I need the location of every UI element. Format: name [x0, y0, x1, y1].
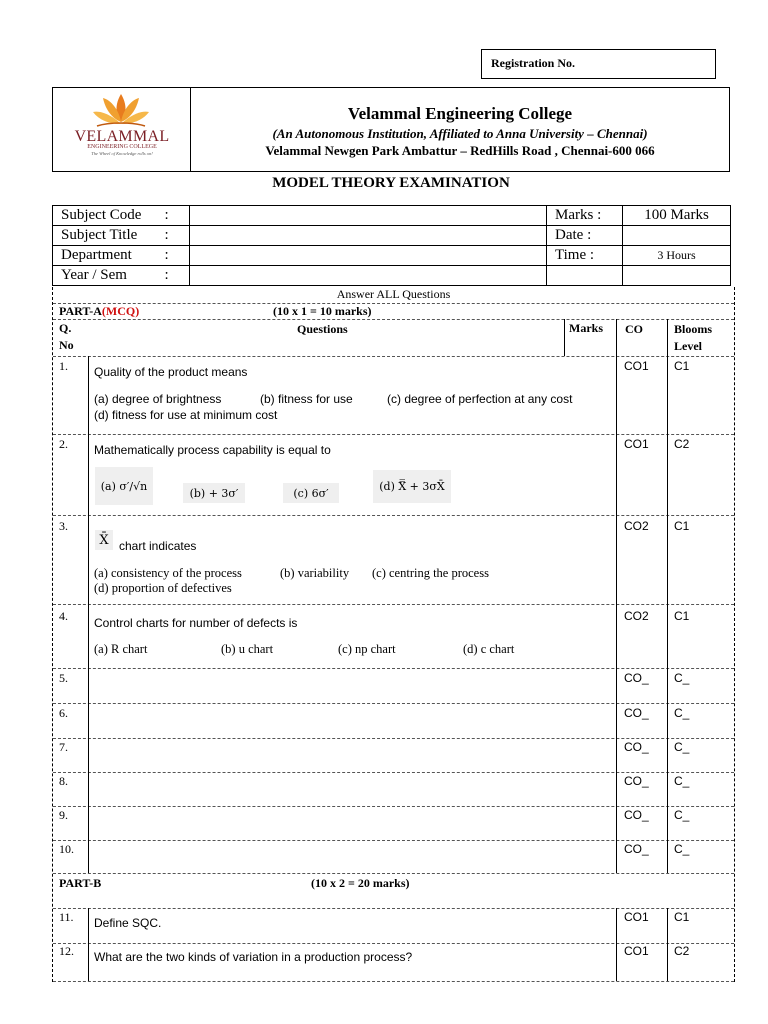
- q4-option-a: (a) R chart: [94, 642, 148, 656]
- subject-title-label: Subject Title: [53, 226, 165, 246]
- q2-option-d-figure: (d) X̿ + 3σX̄: [373, 470, 451, 503]
- q7-co: CO_: [624, 740, 649, 754]
- part-a-marks: (10 x 1 = 10 marks): [273, 304, 372, 318]
- colon: :: [165, 226, 190, 246]
- col-marks: Marks: [569, 321, 603, 335]
- part-a-mcq: (MCQ): [101, 304, 140, 318]
- q4-option-c: (c) np chart: [338, 642, 396, 656]
- marks-label: Marks :: [547, 206, 623, 226]
- q3-number: 3.: [59, 519, 68, 533]
- q5-blooms: C_: [674, 671, 690, 685]
- exam-title: MODEL THEORY EXAMINATION: [272, 175, 510, 191]
- col-questions: Questions: [297, 322, 348, 336]
- exam-info-table: [52, 205, 731, 286]
- col-level: Level: [674, 339, 702, 353]
- subject-code-field: [190, 206, 547, 226]
- q1-option-d: (d) fitness for use at minimum cost: [94, 408, 278, 422]
- q12-blooms: C2: [674, 944, 690, 958]
- q12-number: 12.: [59, 944, 74, 958]
- q3-text: chart indicates: [119, 539, 197, 553]
- x-bar-symbol: X̄: [95, 530, 113, 550]
- col-co: CO: [625, 322, 643, 336]
- q11-number: 11.: [59, 910, 74, 924]
- q2-option-a-figure: (a) σ′/√n: [95, 467, 153, 505]
- empty-cell: [623, 266, 731, 286]
- q9-co: CO_: [624, 808, 649, 822]
- part-b-marks: (10 x 2 = 20 marks): [311, 876, 410, 890]
- q9-number: 9.: [59, 808, 68, 822]
- q3-option-a: (a) consistency of the process: [94, 566, 242, 580]
- q12-text: What are the two kinds of variation in a production process?: [94, 950, 413, 964]
- q1-blooms: C1: [674, 359, 690, 373]
- q6-blooms: C_: [674, 706, 690, 720]
- q2-number: 2.: [59, 437, 68, 451]
- q7-number: 7.: [59, 740, 68, 754]
- q11-co: CO1: [624, 910, 649, 924]
- time-label: Time :: [547, 246, 623, 266]
- logo-subtitle: ENGINEERING COLLEGE: [87, 144, 157, 150]
- logo-tagline: The Wheel of Knowledge rolls on!: [91, 151, 153, 156]
- q3-option-c: (c) centring the process: [372, 566, 489, 580]
- q4-option-d: (d) c chart: [463, 642, 515, 656]
- colon: :: [165, 206, 190, 226]
- colon: :: [165, 246, 190, 266]
- colon: :: [165, 266, 190, 286]
- q4-blooms: C1: [674, 609, 690, 623]
- col-no: No: [59, 338, 74, 352]
- q3-blooms: C1: [674, 519, 690, 533]
- q4-text: Control charts for number of defects is: [94, 616, 298, 630]
- q4-co: CO2: [624, 609, 649, 623]
- q4-option-b: (b) u chart: [221, 642, 274, 656]
- q8-blooms: C_: [674, 774, 690, 788]
- college-address: Velammal Newgen Park Ambattur – RedHills Road , Chennai-600 066: [265, 143, 655, 158]
- q1-option-b: (b) fitness for use: [260, 392, 353, 406]
- q3-option-b: (b) variability: [280, 566, 350, 580]
- q2-co: CO1: [624, 437, 649, 451]
- q1-co: CO1: [624, 359, 649, 373]
- q6-co: CO_: [624, 706, 649, 720]
- q7-blooms: C_: [674, 740, 690, 754]
- college-header: [52, 87, 730, 172]
- q1-option-c: (c) degree of perfection at any cost: [387, 392, 573, 406]
- question-table: [52, 287, 735, 982]
- q1-number: 1.: [59, 359, 68, 373]
- q8-number: 8.: [59, 774, 68, 788]
- q3-option-d: (d) proportion of defectives: [94, 581, 232, 595]
- q5-number: 5.: [59, 671, 68, 685]
- registration-label: Registration No.: [491, 56, 575, 70]
- empty-cell: [547, 266, 623, 286]
- q10-number: 10.: [59, 842, 74, 856]
- subject-code-label: Subject Code: [53, 206, 165, 226]
- q10-blooms: C_: [674, 842, 690, 856]
- year-sem-label: Year / Sem: [53, 266, 165, 286]
- q1-option-a: (a) degree of brightness: [94, 392, 222, 406]
- college-affiliation: (An Autonomous Institution, Affiliated to Anna University – Chennai): [272, 126, 648, 141]
- date-label: Date :: [547, 226, 623, 246]
- part-a-heading: [59, 304, 139, 319]
- part-b-label: PART-B: [59, 876, 102, 890]
- col-q: Q.: [59, 321, 72, 335]
- q5-co: CO_: [624, 671, 649, 685]
- q6-number: 6.: [59, 706, 68, 720]
- q11-blooms: C1: [674, 910, 690, 924]
- logo-name: VELAMMAL: [74, 128, 170, 145]
- col-blooms: Blooms: [674, 322, 713, 336]
- year-sem-field: [190, 266, 547, 286]
- q8-co: CO_: [624, 774, 649, 788]
- date-field: [623, 226, 731, 246]
- q2-option-b-figure: (b) + 3σ′: [183, 483, 245, 503]
- q11-text: Define SQC.: [94, 916, 162, 930]
- college-logo: [53, 88, 191, 171]
- q12-co: CO1: [624, 944, 649, 958]
- lotus-logo-icon: [53, 88, 190, 133]
- registration-number-box: [481, 49, 716, 79]
- q10-co: CO_: [624, 842, 649, 856]
- department-label: Department: [53, 246, 165, 266]
- q4-number: 4.: [59, 609, 68, 623]
- department-field: [190, 246, 547, 266]
- q2-blooms: C2: [674, 437, 690, 451]
- q1-text: Quality of the product means: [94, 365, 248, 379]
- q2-text: Mathematically process capability is equal to: [94, 443, 331, 457]
- part-a-label: PART-A: [59, 304, 102, 318]
- q2-option-c-figure: (c) 6σ′: [283, 483, 339, 503]
- college-name: Velammal Engineering College: [347, 104, 573, 123]
- instructions: Answer ALL Questions: [336, 287, 451, 301]
- q9-blooms: C_: [674, 808, 690, 822]
- marks-value: 100 Marks: [623, 206, 731, 226]
- time-value: 3 Hours: [623, 246, 731, 266]
- subject-title-field: [190, 226, 547, 246]
- q3-co: CO2: [624, 519, 649, 533]
